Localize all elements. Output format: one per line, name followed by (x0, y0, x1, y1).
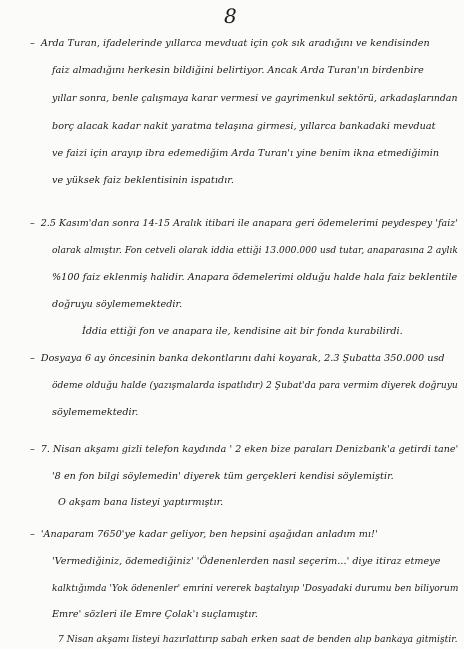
text-line: – Dosyaya 6 ay öncesinin banka dekontlarını dahi koyarak, 2.3 Şubatta 350.000 usd (30, 353, 445, 364)
text-line: 7 Nisan akşamı listeyi hazırlattırıp sabah erken saat de benden alıp bankaya gitmiştir. (58, 634, 458, 645)
text-line: ve yüksek faiz beklentisinin ispatıdır. (52, 175, 234, 186)
text-line: faiz almadığını herkesin bildiğini belirtiyor. Ancak Arda Turan'ın birdenbire (52, 65, 424, 76)
text-line: doğruyu söylememektedir. (52, 299, 183, 310)
text-line: '8 en fon bilgi söylemedin' diyerek tüm gerçekleri kendisi söylemiştir. (52, 471, 394, 482)
text-line: ödeme olduğu halde (yazışmalarda ispatlıdır) 2 Şubat'da para vermim diyerek doğruyu (52, 380, 458, 391)
bullet-dash: – (30, 529, 35, 540)
page-number: 8 (224, 4, 237, 28)
text-line: olarak almıştır. Fon cetveli olarak iddia ettiği 13.000.000 usd tutar, anaparasına 2 aylık (52, 245, 458, 256)
text-line: 'Vermediğiniz, ödemediğiniz' 'Ödenenlerden nasıl seçerim...' diye itiraz etmeye (52, 556, 441, 567)
bullet-dash: – (30, 353, 35, 364)
text-line: yıllar sonra, benle çalışmaya karar vermesi ve gayrimenkul sektörü, arkadaşlarından (52, 93, 458, 104)
text-line: söylememektedir. (52, 407, 139, 418)
bullet-dash: – (30, 218, 35, 229)
text-line: %100 faiz eklenmiş halidir. Anapara ödemelerimi olduğu halde hala faiz beklentile (52, 272, 458, 283)
text-line: ve faizi için arayıp ibra edemediğim Arda Turan'ı yine benim ikna etmediğimin (52, 148, 440, 159)
text-line: – 7. Nisan akşamı gizli telefon kaydında ' 2 eken bize paraları Denizbank'a getirdi tane' (30, 444, 459, 455)
text-line: İddia ettiği fon ve anapara ile, kendisine ait bir fonda kurabilirdi. (82, 326, 403, 337)
text-line: O akşam bana listeyi yaptırmıştır. (58, 497, 224, 508)
text-line: – 2.5 Kasım'dan sonra 14-15 Aralık itibari ile anapara geri ödemelerimi peydespey 'faiz' (30, 218, 458, 229)
bullet-dash: – (30, 444, 35, 455)
text-line: kalktığımda 'Yok ödenenler' emrini vererek baştalıyıp 'Dosyadaki durumu ben biliyorum (52, 583, 459, 594)
text-line: – Arda Turan, ifadelerinde yıllarca mevduat için çok sık aradığını ve kendisinden (30, 38, 430, 49)
text-line: borç alacak kadar nakit yaratma telaşına girmesi, yıllarca bankadaki mevduat (52, 121, 436, 132)
bullet-dash: – (30, 38, 35, 49)
text-line: – 'Anaparam 7650'ye kadar geliyor, ben hepsini aşağıdan anladım mı!' (30, 529, 378, 540)
text-line: Emre' sözleri ile Emre Çolak'ı suçlamıştır. (52, 609, 259, 620)
